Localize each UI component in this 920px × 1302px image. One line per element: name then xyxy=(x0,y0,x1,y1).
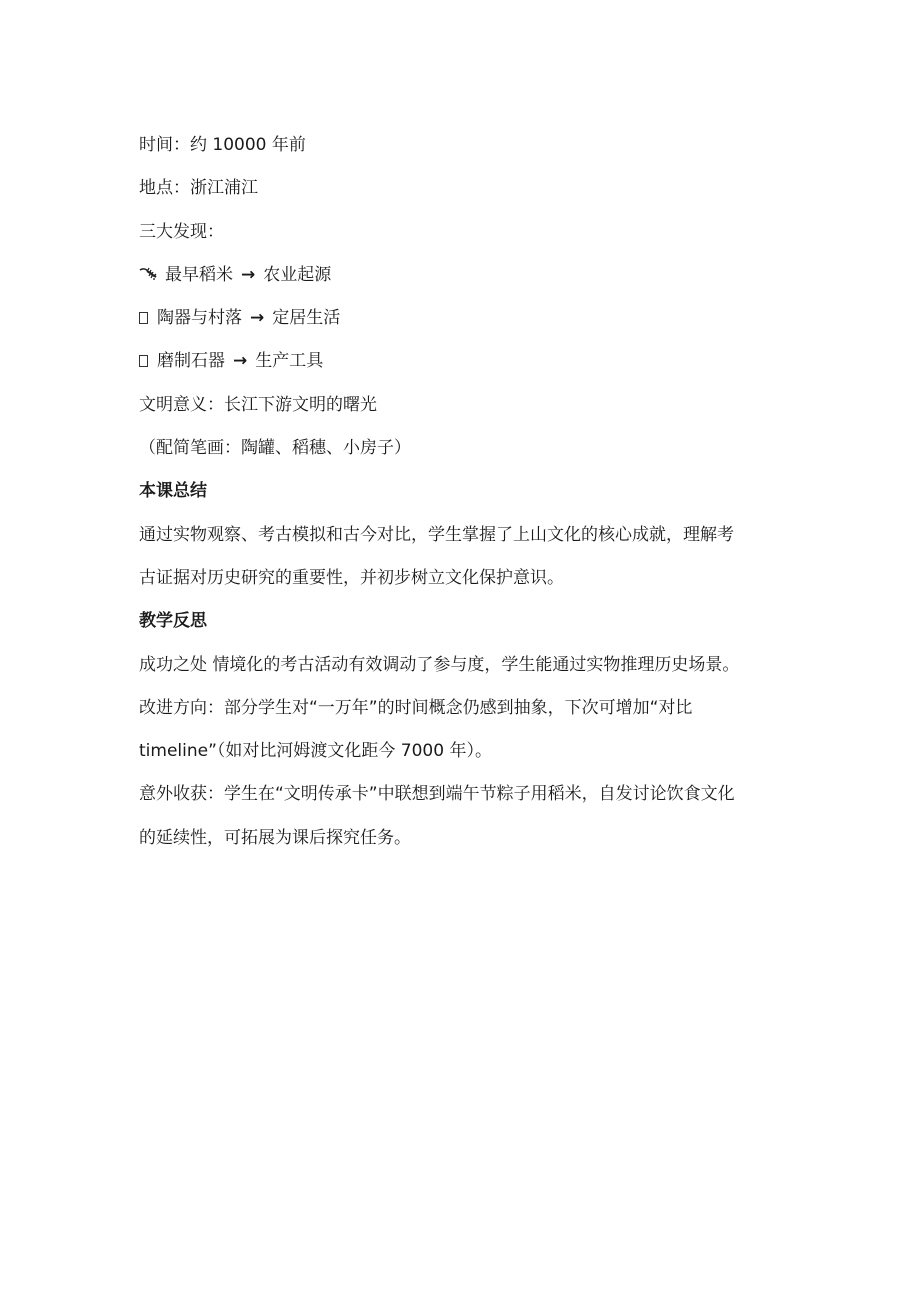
summary-text-line-2: 古证据对历史研究的重要性，并初步树立文化保护意识。 xyxy=(139,567,564,588)
reflection-improve-line-1: 改进方向：部分学生对“一万年”的时间概念仍感到抽象，下次可增加“对比 xyxy=(139,697,693,718)
discovery-result: 农业起源 xyxy=(263,264,332,285)
discovery-name: 最早稻米 xyxy=(165,264,233,285)
time-line: 时间：约 10000 年前 xyxy=(139,135,306,155)
discovery-result: 定居生活 xyxy=(272,308,341,329)
discovery-name: 陶器与村落 xyxy=(157,308,242,329)
discovery-item-rice xyxy=(139,254,789,297)
reflection-unexpected-line-2: 的延续性，可拓展为课后探究任务。 xyxy=(139,827,411,848)
document-page xyxy=(139,124,789,860)
pottery-icon xyxy=(139,312,148,324)
discovery-name: 磨制石器 xyxy=(157,351,225,372)
significance-line: 文明意义：长江下游文明的曙光 xyxy=(139,394,377,415)
place-line: 地点：浙江浦江 xyxy=(139,178,258,199)
discoveries-title: 三大发现： xyxy=(139,221,224,242)
discovery-item-pottery xyxy=(139,297,789,340)
arrow-icon: → xyxy=(250,308,265,329)
reflection-unexpected-line-1: 意外收获：学生在“文明传承卡”中联想到端午节粽子用稻米，自发讨论饮食文化 xyxy=(139,784,735,805)
arrow-icon: → xyxy=(233,351,248,372)
reflection-heading: 教学反思 xyxy=(139,611,207,632)
summary-heading: 本课总结 xyxy=(139,481,207,502)
stone-tool-icon xyxy=(139,355,148,367)
rice-icon xyxy=(139,267,159,281)
discovery-item-stone-tool xyxy=(139,340,789,383)
reflection-improve-line-2: timeline”（如对比河姆渡文化距今 7000 年）。 xyxy=(139,741,492,762)
arrow-icon: → xyxy=(241,264,256,285)
sketch-note: （配简笔画：陶罐、稻穗、小房子） xyxy=(139,438,411,459)
discovery-result: 生产工具 xyxy=(255,351,324,372)
summary-text-line-1: 通过实物观察、考古模拟和古今对比，学生掌握了上山文化的核心成就，理解考 xyxy=(139,524,734,545)
reflection-success: 成功之处 情境化的考古活动有效调动了参与度，学生能通过实物推理历史场景。 xyxy=(139,654,740,675)
